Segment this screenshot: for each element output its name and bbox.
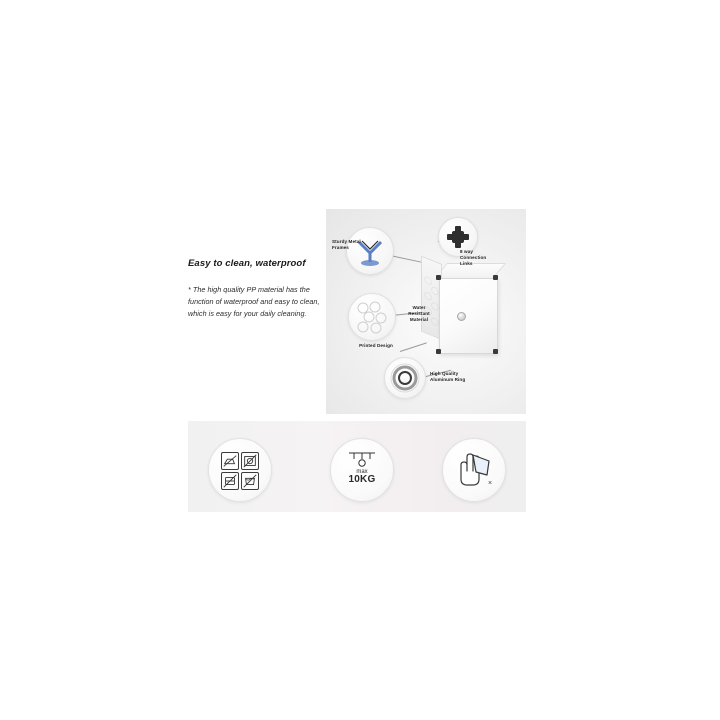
- hand-cloth-icon: [443, 439, 505, 501]
- description-block: [188, 258, 323, 319]
- description-text: * The high quality PP material has the function of waterproof and easy to clean, which is easy for your daily cleaning.: [188, 285, 320, 318]
- load-weight-value: 10KG: [348, 474, 376, 486]
- callout-label-ring: High Quality Aluminum Ring: [430, 371, 466, 383]
- connector-icon: [436, 275, 441, 280]
- no-wash-icon: [241, 472, 259, 490]
- load-max-label: max: [356, 469, 368, 475]
- callout-label-water: Water Resistant Material: [408, 305, 430, 323]
- product-feature-panel: [326, 209, 526, 414]
- no-iron-icon: [221, 452, 239, 470]
- callout-bubble-ring: [384, 357, 426, 399]
- callout-label-printed: Printed Design: [359, 343, 393, 348]
- no-tumble-dry-icon: [241, 452, 259, 470]
- load-capacity-text: [331, 469, 393, 486]
- aluminum-ring-icon: [457, 312, 466, 321]
- care-symbol-grid: [221, 452, 259, 490]
- wipe-cross-mark: ×: [488, 480, 493, 487]
- feature-icon-strip: [188, 421, 526, 512]
- aluminum-ring-icon: [385, 358, 425, 398]
- care-symbols-icon: [208, 438, 272, 502]
- no-bleach-icon: [221, 472, 239, 490]
- page-title: Easy to clean, waterproof: [188, 258, 306, 269]
- callout-label-links: 8 way Connection Links: [460, 249, 487, 267]
- connector-icon: [436, 349, 441, 354]
- connector-icon: [493, 275, 498, 280]
- cube-front-face: [439, 278, 498, 354]
- connector-icon: [493, 349, 498, 354]
- water-drop-icon: [349, 294, 395, 340]
- wipe-clean-icon: [442, 438, 506, 502]
- load-capacity-icon: [330, 438, 394, 502]
- callout-label-frames: Sturdy Metal Frames: [332, 239, 361, 251]
- callout-bubble-water: [348, 293, 396, 341]
